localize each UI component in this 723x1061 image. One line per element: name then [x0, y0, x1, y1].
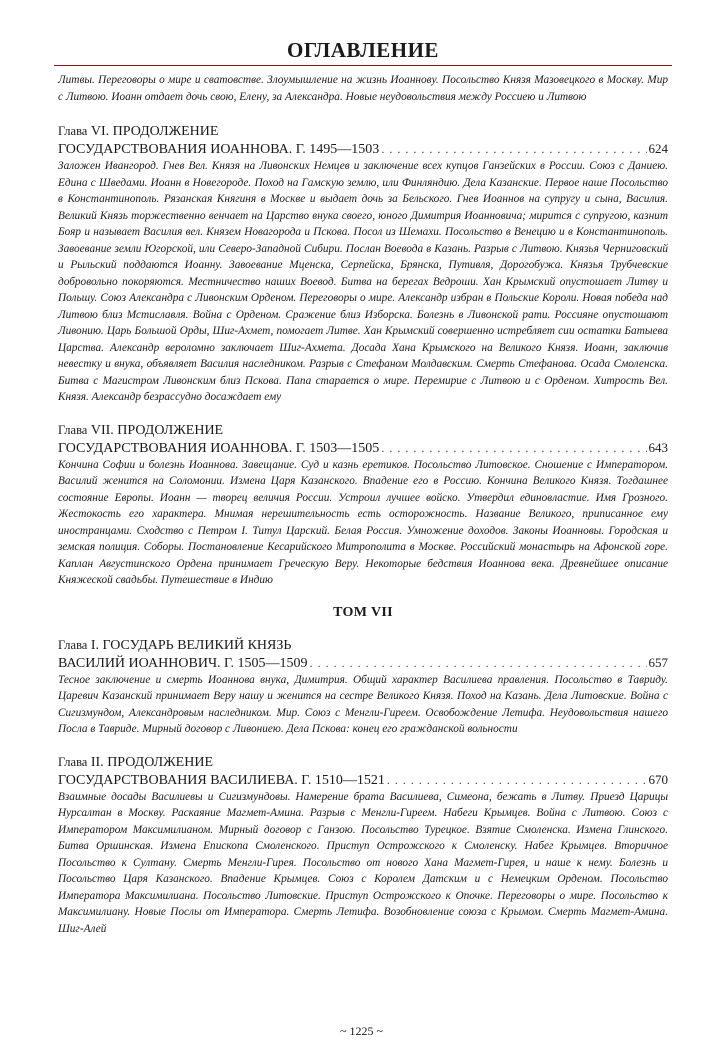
chapter-heading-line1	[58, 422, 668, 439]
page-title: ОГЛАВЛЕНИЕ	[287, 38, 439, 62]
page-number: 670	[648, 771, 668, 787]
chapter-label: Глава	[58, 124, 88, 138]
chapter-entry	[58, 754, 668, 938]
chapter-entry	[58, 123, 668, 406]
chapter-title-line1: ПРОДОЛЖЕНИЕ	[112, 124, 219, 139]
chapter-heading-line2	[58, 771, 668, 789]
chapter-label: Глава	[58, 637, 88, 652]
chapter-title-line1: ГОСУДАРЬ ВЕЛИКИЙ КНЯЗЬ	[102, 637, 292, 653]
chapter-heading-line2	[58, 439, 668, 457]
chapter-numeral: VII.	[90, 422, 114, 438]
chapter-heading-line2	[58, 140, 668, 158]
page-folio: ~ 1225 ~	[340, 1024, 383, 1038]
dot-leader	[387, 772, 647, 789]
chapter-summary: Кончина Софии и болезнь Иоаннова. Завещание. Суд и казнь еретиков. Посольство Литовское. Сношение с Императором. Василий женится на Соломонии. Измена Царя Казанского. Впадение его в Россию. Кончина Великого Князя. Тогдашнее состояние Европы. Иоанн — творец величия России. Устроил лучшее войско. Утвердил единовластие. Имя Грозного. Жестокость его характера. Мнимая нерешительность есть осторожность. Название Великого, приписанное ему иностранцами. Сходство с Петром I. Титул Царский. Белая Россия. Умножение доходов. Законы Иоанновы. Городская и земская полиция. Соборы. Постановление Кесарийского Митрополита в Москве. Российский монастырь на Афонской горе. Каплан Августинского Ордена принимает Греческую Веру. Некоторые бедствия Иоаннова века. Древнейшее описание Княжеской свадьбы. Путешествие в Индию	[58, 458, 668, 586]
chapter-title-line2: ВАСИЛИЙ ИОАННОВИЧ. Г. 1505—1509	[58, 655, 308, 671]
chapter-summary: Заложен Ивангород. Гнев Вел. Князя на Ливонских Немцев и заключение всех купцов Ганзейских в России. Союз с Даниею. Едина с Шведами. Иоанн в Новегороде. Поход на Гамскую землю, или Финляндию. Дела Казанские. Первое наше Посольство в Константинополь. Рязанская Княгиня в Москве и выдает дочь за Бельского. Гнев Иоаннов на супругу и сына, Василия. Великий Князь торжественно венчает на Царство внука своего, юного Димитрия Иоанновича; мирится с супругою, казнит Бояр и называет Василия вел. Князем Новагорода и Пскова. Посол из Шемахи. Посольство в Венецию и в Константинополь. Завоевание земли Югорской, или Северо-Западной Сибири. Послан Воевода в Казань. Разрыв с Литвою. Князья Черниговский и Рыльский поддаются Иоанну. Завоевание Мценска, Серпейска, Брянска, Путивля, Дорогобужа. Князья Трубчевские добровольно покоряются. Местничество наших Воевод. Битва на берегах Ведроши. Хан Крымский опустошает Литву и Польшу. Союз Александра с Ливонским Орденом. Переговоры о мире. Александр избран в Польские Короли. Новая победа над Литвою близ Мстиславля. Война с Орденом. Сражение близ Изборска. Болезнь в Ливонской рати. Россияне опустошают Ливонию. Царь Большой Орды, Шиг-Ахмет, помогает Литве. Хан Крымский совершенно истребляет сии остатки Батыева Царства. Александр вероломно заключает Шиг-Ахмета. Досада Хана Крымского на Великого Князя. Иоанн, заключив невестку и внука, объявляет Василия наследником. Разрыв с Стефаном Молдавским. Смерть Стефанова. Осада Смоленска. Битва с Магистром Ливонским близ Пскова. Папа старается о мире. Перемирие с Литвою и с Орденом. Хитрость Вел. Князя. Александр безрассудно досаждает ему	[58, 160, 668, 403]
page-number: 657	[648, 654, 668, 670]
chapter-title-line2: ГОСУДАРСТВОВАНИЯ ВАСИЛИЕВА. Г. 1510—1521	[58, 772, 385, 788]
intro-summary: Литвы. Переговоры о мире и сватовстве. Злоумышление на жизнь Иоаннову. Посольство Князя Мазовецкого в Москву. Мир с Литвою. Иоанн отдает дочь свою, Елену, за Александра. Новые неудовольствия между Россиею и Литвою	[58, 74, 668, 103]
chapter-entry	[58, 422, 668, 589]
chapter-summary: Тесное заключение и смерть Иоаннова внука, Димитрия. Общий характер Василиева правления. Посольство в Тавриду. Царевич Казанский принимает Веру нашу и женится на сестре Великого Князя. Поход на Казань. Дела Литовские. Война с Сигизмундом, Александровым наследником. Мир. Союз с Менгли-Гиреем. Освобождение Летифа. Неудовольствия нашего Посла в Тавриде. Мирный договор с Ливониею. Дела Пскова: конец его гражданской вольности	[58, 673, 668, 735]
chapter-title-line1: ПРОДОЛЖЕНИЕ	[117, 422, 224, 438]
dot-leader	[381, 141, 646, 158]
toc-page	[58, 38, 668, 953]
title-divider	[54, 65, 672, 66]
chapter-heading-line2	[58, 654, 668, 672]
chapter-entry	[58, 637, 668, 738]
volume-heading: ТОМ VII	[333, 604, 393, 620]
chapter-heading-line1	[58, 123, 668, 140]
chapter-numeral: VI.	[90, 124, 110, 139]
dot-leader	[310, 655, 647, 672]
chapter-numeral: II.	[90, 754, 104, 770]
dot-leader	[381, 440, 646, 457]
chapter-title-line2: ГОСУДАРСТВОВАНИЯ ИОАННОВА. Г. 1495—1503	[58, 142, 380, 157]
chapter-label: Глава	[58, 422, 88, 437]
chapter-heading-line1	[58, 754, 668, 771]
page-number: 643	[648, 439, 668, 455]
chapter-title-line1: ПРОДОЛЖЕНИЕ	[107, 754, 213, 770]
chapter-summary: Взаимные досады Василиевы и Сигизмундовы. Намерение брата Василиева, Симеона, бежать в Литву. Приезд Царицы Нурсалтан в Москву. Раскаяние Магмет-Амина. Разрыв с Менгли-Гиреем. Набеги Крымцев. Война с Литвою. Союз с Императором Максимилианом. Мирный договор с Ганзою. Посольство Турецкое. Взятие Смоленска. Измена Глинского. Битва Оршинская. Измена Епископа Смоленского. Приступ Острожского к Смоленску. Набег Крымцев. Вторичное Посольство к Султану. Смерть Менгли-Гирея. Посольство от нового Хана Магмет-Гирея, и наше к нему. Болезнь и Посольство Царя Казанского. Впадение Крымцев. Союз с Королем Датским и с Немецким Орденом. Посольство Императора Максимилиана. Посольство Литовские. Приступ Острожского к Опочке. Переговоры о мире. Посольство к Максимилиану. Новые Послы от Императора. Смерть Летифа. Возобновление союза с Крымом. Смерть Магмет-Амина. Шиг-Алей	[58, 790, 668, 935]
page-number: 624	[648, 141, 668, 156]
chapter-heading-line1	[58, 637, 668, 654]
chapter-title-line2: ГОСУДАРСТВОВАНИЯ ИОАННОВА. Г. 1503—1505	[58, 440, 380, 456]
chapter-numeral: I.	[90, 637, 100, 653]
chapter-label: Глава	[58, 754, 88, 769]
